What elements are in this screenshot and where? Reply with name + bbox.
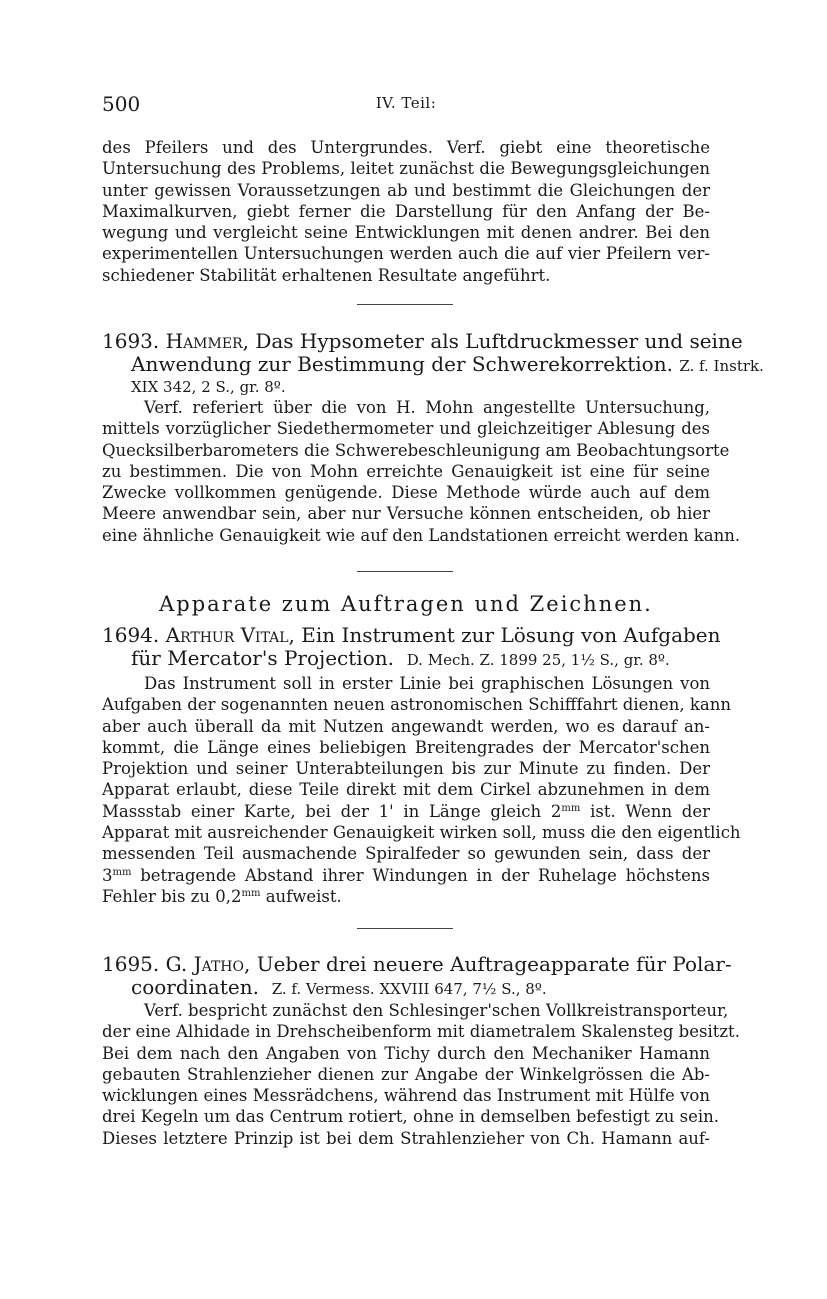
text-line: Meere anwendbar sein, aber nur Versuche können entscheiden, ob hier [102, 504, 710, 524]
entry-author: Hammer, [165, 329, 249, 353]
entry-1693-body [102, 397, 741, 546]
text-line: Zwecke vollkommen genügende. Diese Methode würde auch auf dem [102, 483, 710, 503]
text-line: drei Kegeln um das Centrum rotiert, ohne in demselben befestigt zu sein. [102, 1107, 720, 1127]
separator-rule [357, 928, 453, 929]
text-line: Fehler bis zu $0,2^{mm}$ aufweist. [102, 886, 342, 906]
text-line: Dieses letztere Prinzip ist bei dem Strahlenzieher von Ch. Hamann auf- [102, 1128, 710, 1148]
page-header [100, 92, 712, 120]
text-line: Bei dem nach den Angaben von Tichy durch den Mechaniker Hamann [102, 1043, 710, 1063]
text-line: Untersuchung des Problems, leitet zunächst die Bewegungsgleichungen [102, 159, 710, 179]
text-line: Projektion und seiner Unterabteilungen bis zur Minute zu finden. Der [102, 759, 710, 779]
text-line: Aufgaben der sogenannten neuen astronomischen Schifffahrt dienen, kann [102, 695, 731, 715]
text-line: $3^{mm}$ betragende Abstand ihrer Windungen in der Ruhelage höchstens [102, 865, 710, 885]
intro-paragraph [102, 137, 710, 286]
text-line: messenden Teil ausmachende Spiralfeder so gewunden sein, dass der [102, 844, 710, 864]
running-head: IV. Teil: [375, 94, 437, 112]
text-line: Maximalkurven, giebt ferner die Darstellung für den Anfang der Be- [102, 201, 710, 221]
text-line: mittels vorzüglicher Siedethermometer und gleichzeitiger Ablesung des [102, 419, 710, 439]
text-line: Verf. bespricht zunächst den Schlesinger'schen Vollkreistransporteur, [144, 1001, 729, 1020]
entry-reference: Z. f. Vermess. XXVIII 647, 7½ S., 8º. [271, 980, 547, 998]
entry-title: Das Hypsometer als Luftdruckmesser und seine [255, 329, 743, 353]
entry-1695-body [102, 1000, 740, 1149]
text-line: Apparat erlaubt, diese Teile direkt mit dem Cirkel abzunehmen in dem [102, 780, 710, 800]
entry-1693-heading [102, 329, 764, 397]
entry-title: Ein Instrument zur Lösung von Aufgaben [301, 623, 721, 647]
text-line: schiedener Stabilität erhaltenen Resultate angeführt. [102, 265, 551, 285]
entry-number: 1695. [102, 952, 160, 976]
text-line: unter gewissen Voraussetzungen ab und bestimmt die Gleichungen der [102, 180, 710, 200]
text-line: kommt, die Länge eines beliebigen Breitengrades der Mercator'schen [102, 737, 710, 757]
text-line: wegung und vergleicht seine Entwicklungen mit denen andrer. Bei den [102, 223, 710, 243]
entry-journal: Z. f. Instrk. [679, 357, 764, 375]
entry-1694-body [102, 673, 741, 907]
text-line: Quecksilberbarometers die Schwerebeschleunigung am Beobachtungsorte [102, 440, 730, 460]
entry-1695-heading [102, 952, 732, 1001]
page-number: 500 [102, 92, 141, 116]
entry-author: Arthur Vital, [165, 623, 295, 647]
entry-number: 1693. [102, 329, 160, 353]
text-line: aber auch überall da mit Nutzen angewandt werden, wo es darauf an- [102, 716, 710, 736]
text-line: Das Instrument soll in erster Linie bei graphischen Lösungen von [144, 674, 710, 693]
text-line: Apparat mit ausreichender Genauigkeit wirken soll, muss die den eigentlich [102, 823, 741, 843]
separator-rule [357, 304, 453, 305]
text-line: experimentellen Untersuchungen werden auch die auf vier Pfeilern ver- [102, 244, 710, 264]
text-line: wicklungen eines Messrädchens, während das Instrument mit Hülfe von [102, 1086, 710, 1106]
entry-number: 1694. [102, 623, 160, 647]
entry-reference: XIX 342, 2 S., gr. 8º. [131, 378, 286, 396]
entry-author: G. Jatho, [165, 952, 251, 976]
entry-title-continued: für Mercator's Projection. [131, 646, 394, 670]
text-line: gebauten Strahlenzieher dienen zur Angabe der Winkelgrössen die Ab- [102, 1064, 710, 1084]
entry-title-continued: Anwendung zur Bestimmung der Schwerekorrektion. [131, 352, 673, 376]
text-line: eine ähnliche Genauigkeit wie auf den Landstationen erreicht werden kann. [102, 525, 741, 545]
text-line: des Pfeilers und des Untergrundes. Verf. giebt eine theoretische [102, 138, 710, 157]
entry-title: Ueber drei neuere Auftrageapparate für Polar- [256, 952, 732, 976]
text-line: zu bestimmen. Die von Mohn erreichte Genauigkeit ist eine für seine [102, 461, 710, 481]
text-line: Massstab einer Karte, bei der 1' in Länge gleich $2^{mm}$ ist. Wenn der [102, 801, 710, 821]
separator-rule [357, 571, 453, 572]
text-line: der eine Alhidade in Drehscheibenform mit diametralem Skalensteg besitzt. [102, 1022, 740, 1042]
entry-title-continued: coordinaten. [131, 975, 259, 999]
text-line: Verf. referiert über die von H. Mohn angestellte Untersuchung, [144, 398, 710, 417]
section-title: Apparate zum Auftragen und Zeichnen. [159, 592, 653, 616]
entry-reference: D. Mech. Z. 1899 25, 1½ S., gr. 8º. [406, 651, 670, 669]
entry-1694-heading [102, 623, 721, 672]
